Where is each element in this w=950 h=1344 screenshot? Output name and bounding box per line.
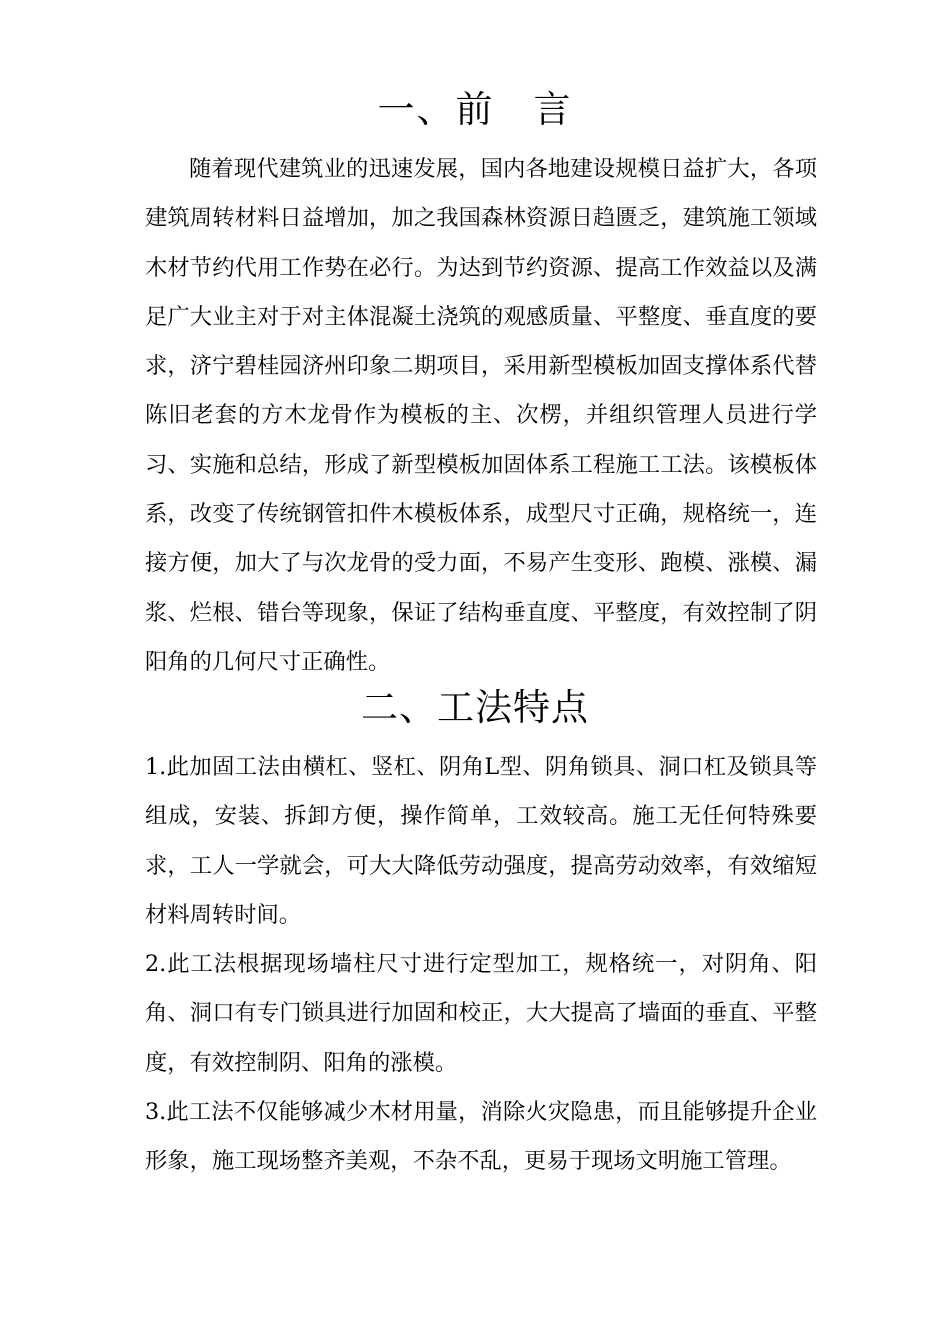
feature-item-2: 2.此工法根据现场墙柱尺寸进行定型加工，规格统一，对阴角、阳角、洞口有专门锁具进行加固和校正，大大提高了墙面的垂直、平整度，有效控制阴、阳角的涨模。 [145,951,817,1076]
section-title-preface: 一、前 言 [377,88,573,131]
feature-item-1: 1.此加固工法由横杠、竖杠、阴角L型、阴角锁具、洞口杠及锁具等组成，安装、拆卸方便，操作简单，工效较高。施工无任何特殊要求，工人一学就会，可大大降低劳动强度，提高劳动效率，有效缩短材料周转时间。 [145,754,817,928]
preface-paragraph: 随着现代建筑业的迅速发展，国内各地建设规模日益扩大，各项建筑周转材料日益增加，加之我国森林资源日趋匮乏，建筑施工领域木材节约代用工作势在必行。为达到节约资源、提高工作效益以及满足广大业主对于对主体混凝土浇筑的观感质量、平整度、垂直度的要求，济宁碧桂园济州印象二期项目，采用新型模板加固支撑体系代替陈旧老套的方木龙骨作为模板的主、次楞，并组织管理人员进行学习、实施和总结，形成了新型模板加固体系工程施工工法。该模板体系，改变了传统钢管扣件木模板体系，成型尺寸正确，规格统一，连接方便，加大了与次龙骨的受力面，不易产生变形、跑模、涨模、漏浆、烂根、错台等现象，保证了结构垂直度、平整度，有效控制了阴阳角的几何尺寸正确性。 [145,156,817,675]
section-title-features: 二、工法特点 [361,686,589,729]
feature-item-3: 3.此工法不仅能够减少木材用量，消除火灾隐患，而且能够提升企业形象，施工现场整齐美观，不杂不乱，更易于现场文明施工管理。 [145,1099,817,1175]
